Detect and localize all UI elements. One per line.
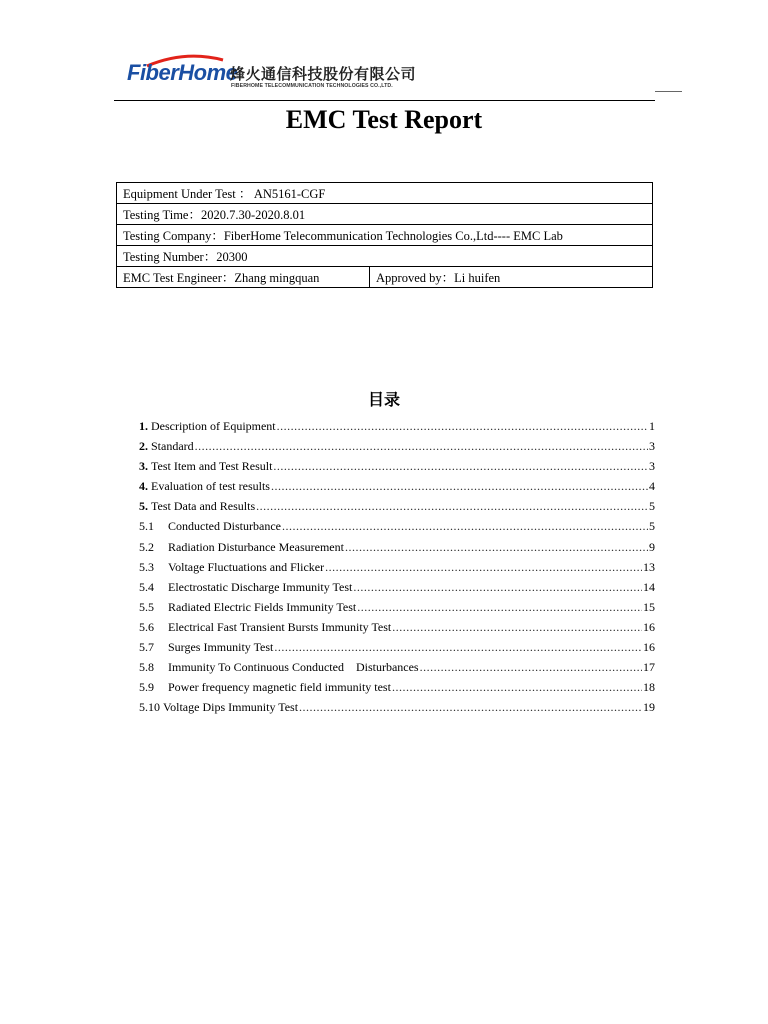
toc-entry[interactable]: [139, 700, 655, 720]
toc-dot-leader: [357, 600, 642, 615]
toc-entry-page: 3: [649, 459, 655, 474]
toc-entry-number: 5.1: [139, 519, 154, 534]
toc-entry-number: 3.: [139, 459, 148, 474]
header-divider: [114, 100, 655, 101]
toc-entry-page: 13: [643, 559, 655, 574]
toc-entry[interactable]: [139, 640, 655, 660]
toc-entry-page: 14: [643, 579, 655, 594]
toc-entry-number: 5.10: [139, 700, 160, 715]
toc-dot-leader: [256, 499, 648, 514]
toc-dot-leader: [392, 680, 642, 695]
toc-entry-number: 5.: [139, 499, 148, 514]
toc-entry-number: 1.: [139, 419, 148, 433]
approved-by-cell: Approved by：Li huifen: [370, 267, 653, 288]
toc-dot-leader: [282, 519, 648, 534]
toc-dot-leader: [195, 439, 648, 454]
toc-entry[interactable]: [139, 660, 655, 680]
toc-entry-page: 1: [649, 419, 655, 433]
equipment-cell: Equipment Under Test ： AN5161-CGF: [117, 183, 653, 204]
toc-entry-page: 4: [649, 479, 655, 494]
company-logo: [127, 56, 417, 96]
toc-entry-label: Conducted Disturbance: [168, 519, 281, 534]
toc-entry-page: 9: [649, 539, 655, 554]
toc-entry-number: 4.: [139, 479, 148, 494]
toc-entry-label: Test Item and Test Result: [151, 459, 273, 474]
toc-entry-number: 5.3: [139, 559, 154, 574]
toc-entry-label: Radiated Electric Fields Immunity Test: [168, 599, 357, 614]
toc-dot-leader: [353, 580, 642, 595]
table-row: [117, 267, 653, 288]
logo-chinese-name: 烽火通信科技股份有限公司: [230, 65, 417, 83]
toc-entry-number: 5.6: [139, 619, 154, 634]
toc-dot-leader: [273, 459, 648, 474]
toc-entry-label: Description of Equipment: [151, 419, 276, 433]
toc-dot-leader: [274, 640, 642, 655]
table-row: [117, 225, 653, 246]
toc-entry-number: 5.5: [139, 599, 154, 614]
toc-entry-label: Voltage Fluctuations and Flicker: [168, 559, 325, 574]
toc-dot-leader: [392, 620, 642, 635]
engineer-cell: EMC Test Engineer：Zhang mingquan: [117, 267, 370, 288]
toc-entry[interactable]: [139, 600, 655, 620]
toc-entry-number: 5.9: [139, 680, 154, 695]
toc-entry-page: 15: [643, 599, 655, 614]
toc-entry-number: 5.7: [139, 640, 154, 655]
toc-entry[interactable]: [139, 560, 655, 580]
toc-entry-page: 5: [649, 499, 655, 514]
logo-brand-text: FiberHome: [127, 60, 238, 85]
toc-entry-label: Immunity To Continuous Conducted Disturbances: [168, 660, 419, 675]
toc-entry-label: Test Data and Results: [151, 499, 256, 514]
table-row: [117, 204, 653, 225]
toc-entry-number: 5.4: [139, 579, 154, 594]
toc-entry-page: 16: [643, 640, 655, 655]
toc-entry[interactable]: [139, 499, 655, 519]
toc-entry-page: 19: [643, 700, 655, 715]
toc-entry-page: 16: [643, 619, 655, 634]
table-row: [117, 183, 653, 204]
toc-title: 目录: [367, 390, 400, 409]
toc-entry-page: 17: [643, 660, 655, 675]
toc-entry[interactable]: [139, 680, 655, 700]
toc-entry-label: Electrostatic Discharge Immunity Test: [168, 579, 353, 594]
testing-number-cell: Testing Number：20300: [117, 246, 653, 267]
table-of-contents: [139, 419, 655, 720]
toc-entry[interactable]: [139, 419, 655, 439]
toc-entry-label: Electrical Fast Transient Bursts Immunity Test: [168, 619, 392, 634]
toc-dot-leader: [271, 479, 648, 494]
toc-entry-label: Evaluation of test results: [151, 479, 270, 494]
toc-dot-leader: [299, 700, 642, 715]
toc-dot-leader: [325, 560, 642, 575]
toc-entry-label: Radiation Disturbance Measurement: [168, 539, 344, 554]
toc-entry[interactable]: [139, 459, 655, 479]
toc-dot-leader: [345, 540, 648, 555]
toc-entry[interactable]: [139, 580, 655, 600]
toc-entry[interactable]: [139, 479, 655, 499]
toc-dot-leader: [277, 419, 648, 434]
toc-entry-page: 18: [643, 680, 655, 695]
toc-entry-number: 5.8: [139, 660, 154, 675]
toc-entry-label: Surges Immunity Test: [168, 640, 274, 655]
toc-entry-number: 5.2: [139, 539, 154, 554]
logo-english-name: FIBERHOME TELECOMMUNICATION TECHNOLOGIES CO.,LTD.: [231, 83, 393, 89]
toc-dot-leader: [420, 660, 642, 675]
table-row: [117, 246, 653, 267]
report-info-table: [116, 182, 653, 288]
toc-entry[interactable]: [139, 439, 655, 459]
toc-entry-page: 3: [649, 439, 655, 454]
toc-entry-label: Standard: [151, 439, 194, 454]
toc-entry[interactable]: [139, 540, 655, 560]
page-title: EMC Test Report: [285, 105, 483, 134]
testing-time-cell: Testing Time：2020.7.30-2020.8.01: [117, 204, 653, 225]
toc-entry[interactable]: [139, 519, 655, 539]
toc-entry-number: 2.: [139, 439, 148, 454]
header-divider-accent: [655, 91, 682, 92]
toc-entry-page: 5: [649, 519, 655, 534]
toc-entry[interactable]: [139, 620, 655, 640]
toc-entry-label: Voltage Dips Immunity Test: [163, 700, 299, 715]
toc-entry-label: Power frequency magnetic field immunity test: [168, 680, 391, 695]
testing-company-cell: Testing Company：FiberHome Telecommunication Technologies Co.,Ltd---- EMC Lab: [117, 225, 653, 246]
